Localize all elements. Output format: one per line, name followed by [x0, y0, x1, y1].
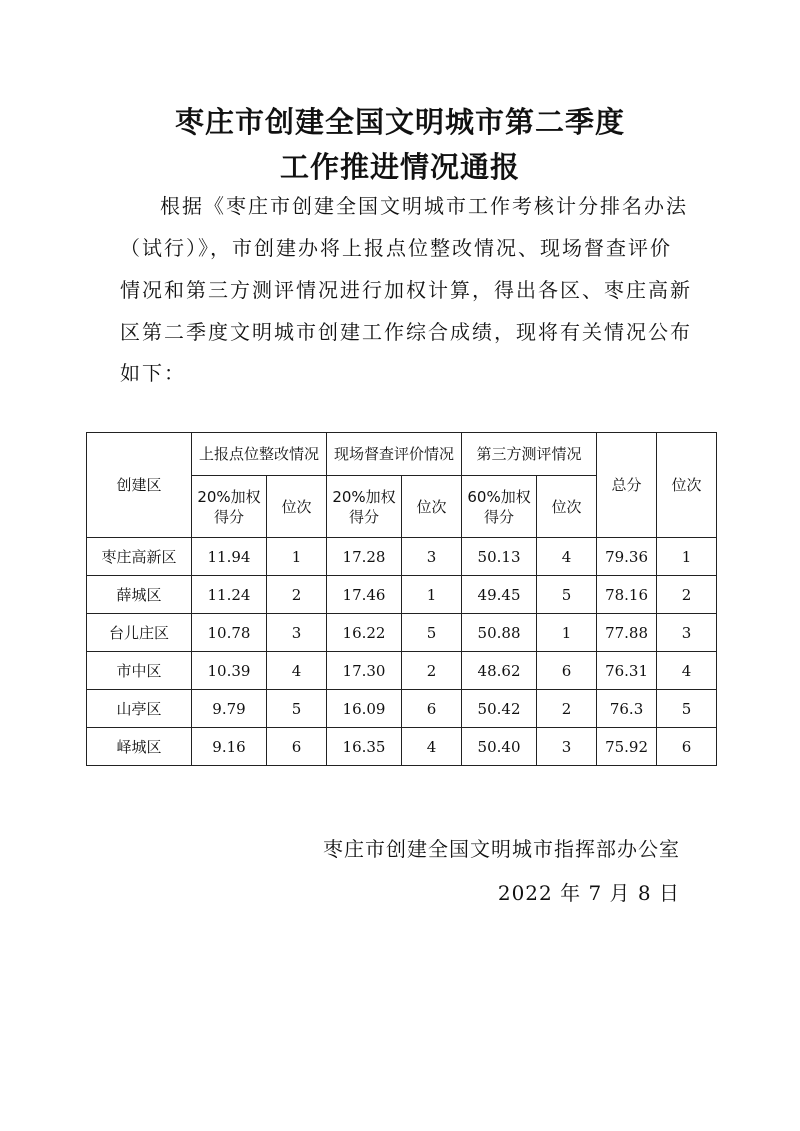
cell-rank: 4 — [657, 652, 717, 690]
cell-third-party-rank: 1 — [537, 614, 597, 652]
cell-report-rank: 5 — [267, 690, 327, 728]
subheader-weighted-20-line-2: 得分 — [349, 507, 380, 526]
cell-total: 76.3 — [597, 690, 657, 728]
body-paragraph-line-1: 根据《枣庄市创建全国文明城市工作考核计分排名办法 — [160, 194, 688, 218]
cell-inspection-rank: 2 — [402, 652, 462, 690]
district-score-table — [86, 432, 717, 766]
cell-third-party-score: 49.45 — [462, 576, 537, 614]
cell-district: 山亭区 — [87, 690, 192, 728]
document-title-line-2: 工作推进情况通报 — [279, 150, 520, 184]
cell-report-rank: 6 — [267, 728, 327, 766]
cell-inspection-score: 16.22 — [327, 614, 402, 652]
cell-total: 78.16 — [597, 576, 657, 614]
subheader-weighted-20-line-1: 20%加权 — [197, 487, 261, 506]
header-total: 总分 — [597, 433, 657, 538]
table-row — [87, 728, 717, 766]
body-paragraph-line-4: 区第二季度文明城市创建工作综合成绩，现将有关情况公布 — [120, 320, 692, 344]
cell-third-party-score: 50.40 — [462, 728, 537, 766]
table-row — [87, 576, 717, 614]
cell-inspection-rank: 3 — [402, 538, 462, 576]
subheader-rank: 位次 — [402, 476, 462, 538]
cell-third-party-score: 50.88 — [462, 614, 537, 652]
header-rank: 位次 — [657, 433, 717, 538]
cell-inspection-score: 16.09 — [327, 690, 402, 728]
cell-report-rank: 4 — [267, 652, 327, 690]
cell-third-party-rank: 5 — [537, 576, 597, 614]
cell-inspection-score: 17.28 — [327, 538, 402, 576]
cell-third-party-score: 50.42 — [462, 690, 537, 728]
header-third-party-evaluation: 第三方测评情况 — [462, 433, 597, 476]
cell-rank: 1 — [657, 538, 717, 576]
cell-report-score: 11.24 — [192, 576, 267, 614]
table-row — [87, 614, 717, 652]
cell-report-score: 9.79 — [192, 690, 267, 728]
cell-third-party-rank: 6 — [537, 652, 597, 690]
cell-third-party-rank: 2 — [537, 690, 597, 728]
cell-inspection-rank: 4 — [402, 728, 462, 766]
cell-inspection-score: 16.35 — [327, 728, 402, 766]
cell-inspection-score: 17.30 — [327, 652, 402, 690]
issuing-office: 枣庄市创建全国文明城市指挥部办公室 — [323, 837, 680, 861]
cell-inspection-rank: 1 — [402, 576, 462, 614]
body-paragraph-line-2: （试行）》，市创建办将上报点位整改情况、现场督查评价 — [120, 236, 672, 260]
subheader-weighted-60-line-2: 得分 — [484, 507, 515, 526]
subheader-weighted-60-score — [462, 476, 537, 538]
cell-report-score: 9.16 — [192, 728, 267, 766]
cell-third-party-score: 48.62 — [462, 652, 537, 690]
cell-third-party-rank: 4 — [537, 538, 597, 576]
table-row — [87, 652, 717, 690]
cell-inspection-rank: 5 — [402, 614, 462, 652]
body-paragraph-line-5: 如下： — [120, 361, 186, 385]
cell-district: 台儿庄区 — [87, 614, 192, 652]
cell-district: 峄城区 — [87, 728, 192, 766]
cell-total: 75.92 — [597, 728, 657, 766]
cell-report-score: 11.94 — [192, 538, 267, 576]
cell-inspection-score: 17.46 — [327, 576, 402, 614]
cell-rank: 5 — [657, 690, 717, 728]
header-onsite-inspection: 现场督查评价情况 — [327, 433, 462, 476]
cell-report-rank: 3 — [267, 614, 327, 652]
cell-report-score: 10.39 — [192, 652, 267, 690]
header-district: 创建区 — [87, 433, 192, 538]
cell-report-rank: 1 — [267, 538, 327, 576]
issue-date: 2022 年 7 月 8 日 — [497, 881, 680, 905]
subheader-rank: 位次 — [267, 476, 327, 538]
cell-district: 市中区 — [87, 652, 192, 690]
cell-report-rank: 2 — [267, 576, 327, 614]
cell-total: 76.31 — [597, 652, 657, 690]
subheader-weighted-60-line-1: 60%加权 — [467, 487, 531, 506]
cell-rank: 6 — [657, 728, 717, 766]
table-row — [87, 538, 717, 576]
cell-district: 薛城区 — [87, 576, 192, 614]
subheader-weighted-20-score — [327, 476, 402, 538]
cell-total: 79.36 — [597, 538, 657, 576]
cell-rank: 3 — [657, 614, 717, 652]
cell-third-party-score: 50.13 — [462, 538, 537, 576]
cell-report-score: 10.78 — [192, 614, 267, 652]
cell-total: 77.88 — [597, 614, 657, 652]
subheader-weighted-20-score — [192, 476, 267, 538]
cell-third-party-rank: 3 — [537, 728, 597, 766]
subheader-weighted-20-line-2: 得分 — [213, 507, 244, 526]
header-report-rectification: 上报点位整改情况 — [192, 433, 327, 476]
table-header-row — [87, 433, 717, 476]
cell-district: 枣庄高新区 — [87, 538, 192, 576]
body-paragraph-line-3: 情况和第三方测评情况进行加权计算，得出各区、枣庄高新 — [120, 278, 692, 302]
table-row — [87, 690, 717, 728]
subheader-weighted-20-line-1: 20%加权 — [332, 487, 396, 506]
document-title-line-1: 枣庄市创建全国文明城市第二季度 — [174, 105, 625, 139]
cell-inspection-rank: 6 — [402, 690, 462, 728]
cell-rank: 2 — [657, 576, 717, 614]
subheader-rank: 位次 — [537, 476, 597, 538]
